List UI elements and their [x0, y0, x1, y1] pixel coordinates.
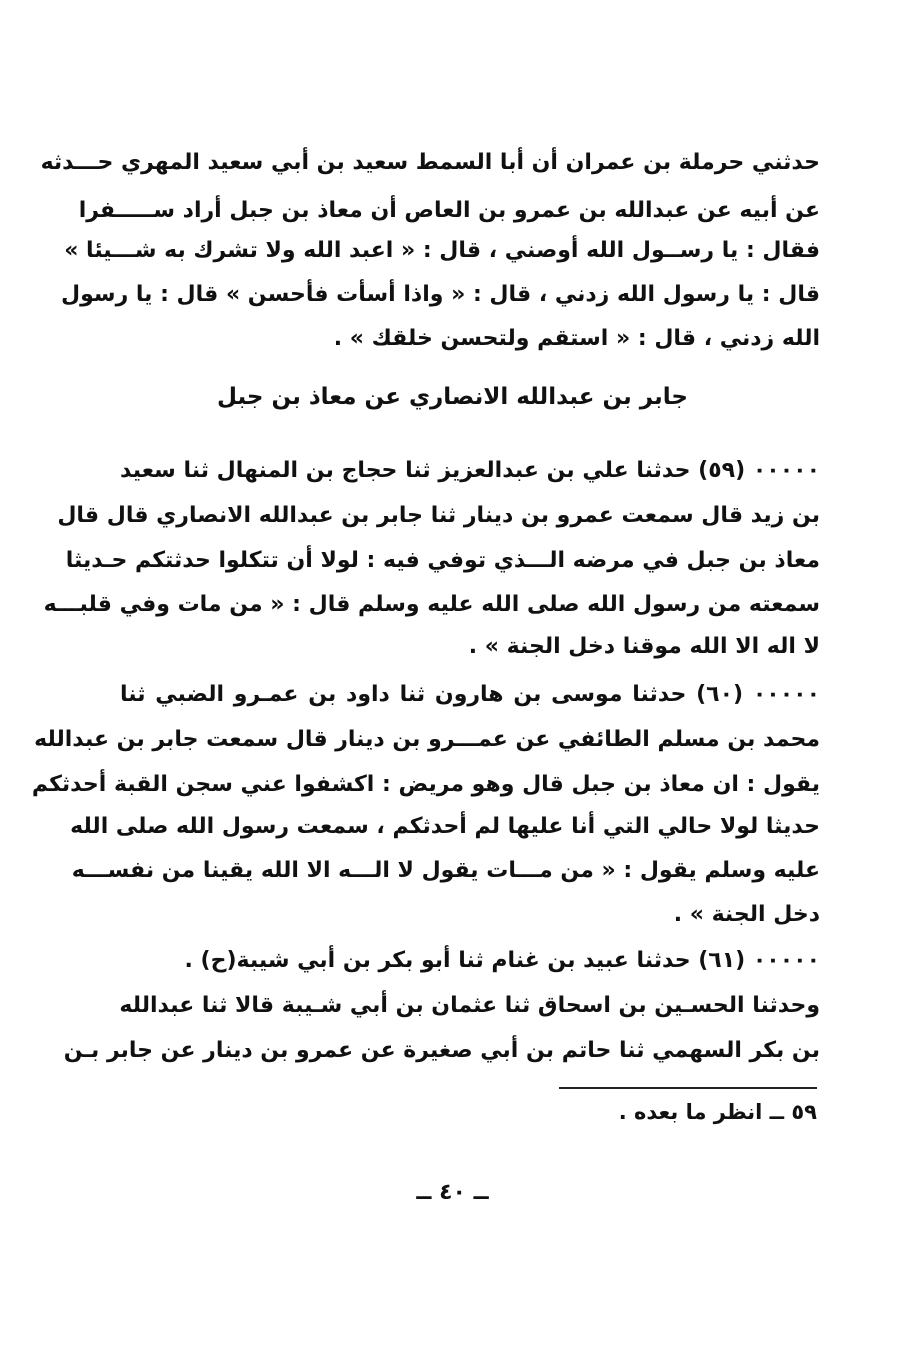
hadith-60-line-3: يقول : ان معاذ بن جبل قال وهو مريض : اكشفوا عني سجن القبة أحدثكم [31, 772, 820, 797]
text-line-5: الله زدني ، قال : « استقم ولتحسن خلقك » . [333, 326, 820, 351]
hadith-60-line-2: محمد بن مسلم الطائفي عن عمـــرو بن دينار قال سمعت جابر بن عبدالله [34, 727, 820, 752]
hadith-61-line-1: ٠٠٠٠٠ (٦١) حدثنا عبيد بن غنام ثنا أبو بكر بن أبي شيبة(ح) . [184, 948, 820, 973]
hadith-59-line-2: بن زيد قال سمعت عمرو بن دينار ثنا جابر بن عبدالله الانصاري قال قال [57, 503, 820, 528]
hadith-59-line-1: ٠٠٠٠٠ (٥٩) حدثنا علي بن عبدالعزيز ثنا حجاج بن المنهال ثنا سعيد [120, 458, 821, 483]
hadith-60-line-6: دخل الجنة » . [673, 902, 820, 927]
footnote-divider [559, 1087, 817, 1089]
text-line-3: فقال : يا رســول الله أوصني ، قال : « اعبد الله ولا تشرك به شـــيئا » [64, 238, 820, 263]
hadith-59-line-5: لا اله الا الله موقنا دخل الجنة » . [468, 634, 820, 659]
hadith-60-line-1: ٠٠٠٠٠ (٦٠) حدثنا موسى بن هارون ثنا داود بن عمـرو الضبي ثنا [120, 682, 820, 707]
hadith-59-line-3: معاذ بن جبل في مرضه الـــذي توفي فيه : لولا أن تتكلوا حدثتكم حـديثا [65, 548, 820, 573]
hadith-60-line-4: حديثا لولا حالي التي أنا عليها لم أحدثكم ، سمعت رسول الله صلى الله [70, 814, 820, 839]
text-line-4: قال : يا رسول الله زدني ، قال : « واذا أسأت فأحسن » قال : يا رسول [61, 282, 820, 307]
page-number: ــ ٤٠ ــ [416, 1180, 489, 1205]
hadith-61-line-3: بن بكر السهمي ثنا حاتم بن أبي صغيرة عن عمرو بن دينار عن جابر بـن [63, 1038, 820, 1063]
hadith-61-line-2: وحدثنا الحسـين بن اسحاق ثنا عثمان بن أبي شـيبة قالا ثنا عبدالله [119, 993, 820, 1018]
text-line-2: عن أبيه عن عبدالله بن عمرو بن العاص أن معاذ بن جبل أراد ســـــفرا [78, 198, 820, 223]
footnote: ٥٩ ــ انظر ما بعده . [618, 1100, 817, 1124]
text-line-1: حدثني حرملة بن عمران أن أبا السمط سعيد بن أبي سعيد المهري حـــدثه [40, 150, 820, 175]
section-heading: جابر بن عبدالله الانصاري عن معاذ بن جبل [217, 384, 688, 410]
hadith-59-line-4: سمعته من رسول الله صلى الله عليه وسلم قال : « من مات وفي قلبـــه [43, 592, 820, 617]
hadith-60-line-5: عليه وسلم يقول : « من مـــات يقول لا الـــه الا الله يقينا من نفســـه [71, 858, 820, 883]
